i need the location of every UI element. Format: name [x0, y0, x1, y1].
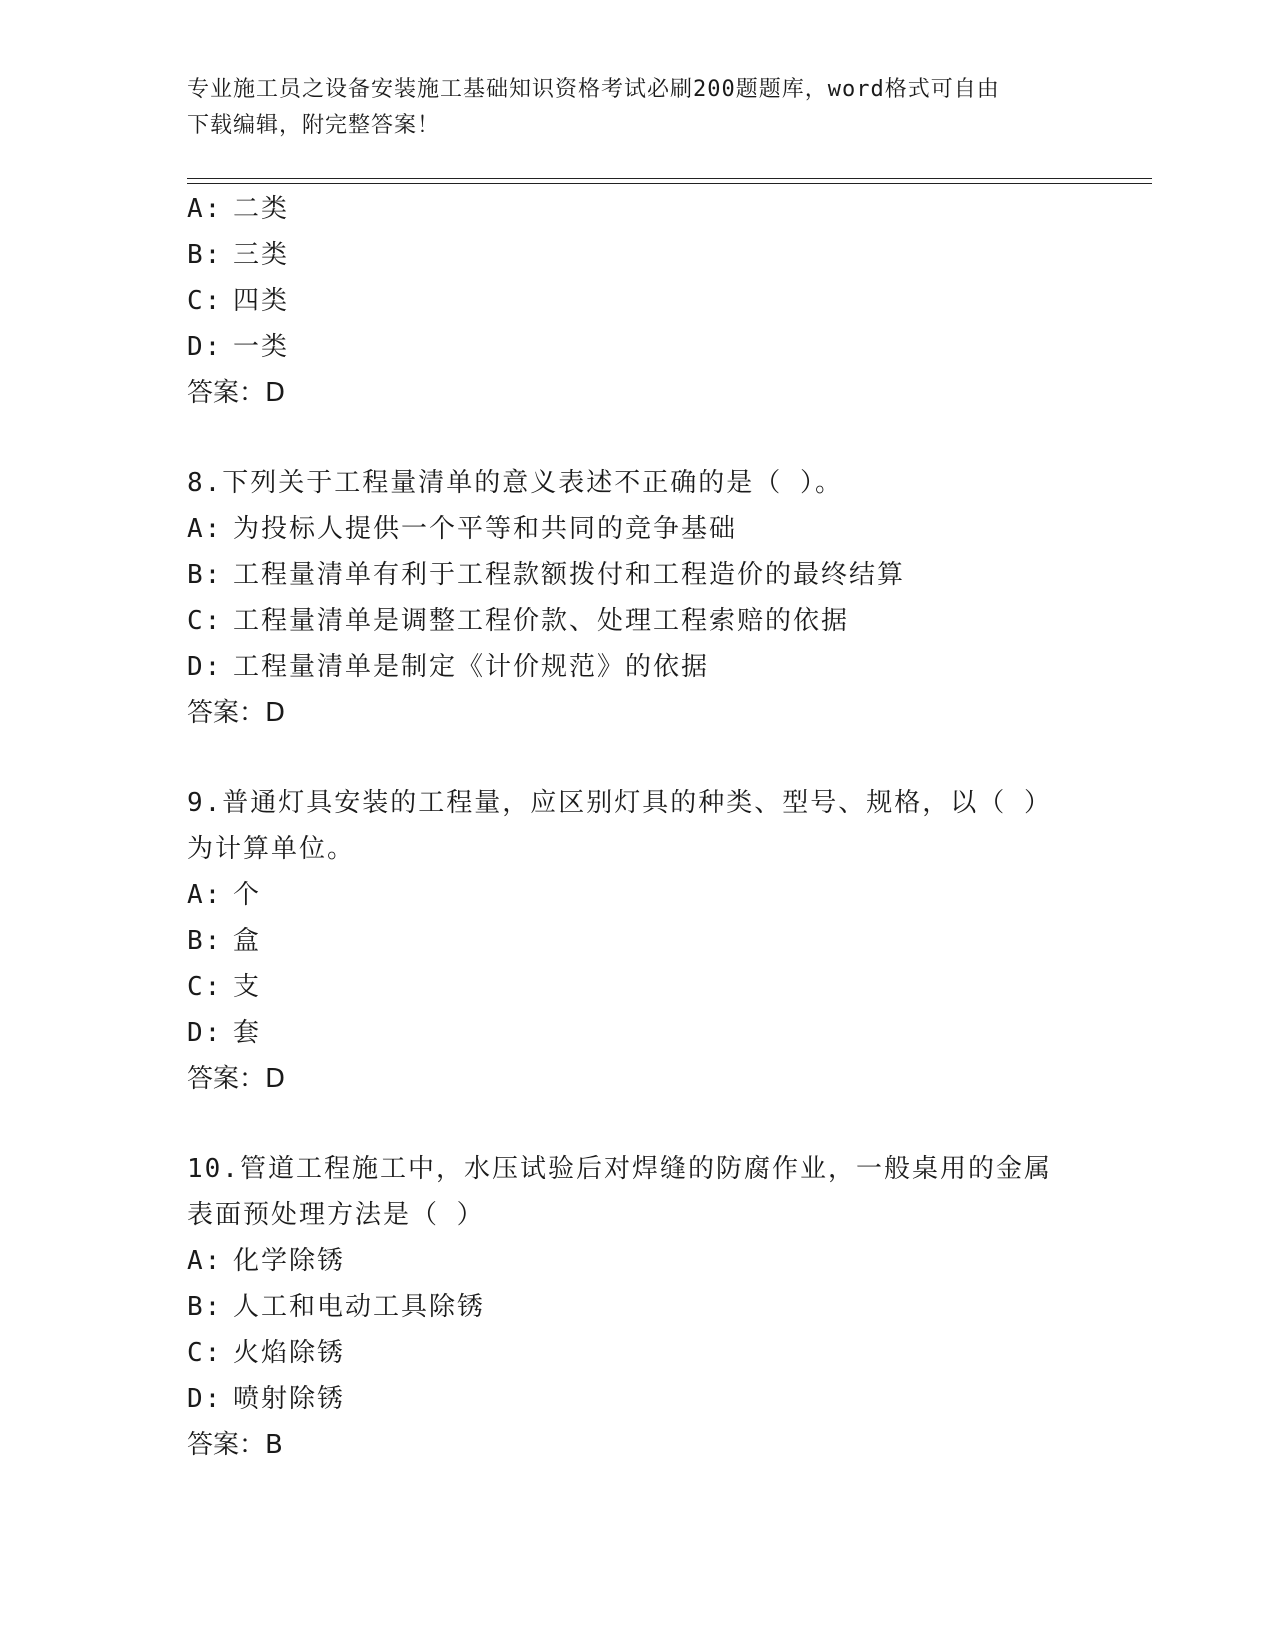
question-text: 8.下列关于工程量清单的意义表述不正确的是（ ）。 — [187, 468, 843, 498]
option-b: B: 三类 — [187, 240, 290, 270]
option-c: C: 工程量清单是调整工程价款、处理工程索赔的依据 — [187, 606, 850, 636]
question-8 — [187, 460, 1107, 736]
question-10 — [187, 1146, 1107, 1468]
question-list — [187, 186, 1107, 1468]
option-b: B: 人工和电动工具除锈 — [187, 1292, 486, 1322]
answer-line: 答案：D — [187, 378, 286, 408]
option-c: C: 支 — [187, 972, 262, 1002]
option-d: D: 工程量清单是制定《计价规范》的依据 — [187, 652, 710, 682]
answer-line: 答案：D — [187, 1064, 286, 1094]
option-a: A: 个 — [187, 880, 262, 910]
question-text-line-1: 10.管道工程施工中，水压试验后对焊缝的防腐作业，一般桌用的金属 — [187, 1154, 1052, 1184]
question-text-line-1: 9.普通灯具安装的工程量，应区别灯具的种类、型号、规格，以（ ） — [187, 788, 1052, 818]
option-b: B: 盒 — [187, 926, 262, 956]
question-9 — [187, 780, 1107, 1102]
header-divider-bottom — [187, 183, 1152, 184]
question-text-line-2: 为计算单位。 — [187, 834, 356, 864]
question-7 — [187, 186, 1107, 416]
option-d: D: 套 — [187, 1018, 262, 1048]
option-d: D: 一类 — [187, 332, 290, 362]
header-title-line-2: 下载编辑，附完整答案！ — [187, 113, 441, 138]
option-a: A: 为投标人提供一个平等和共同的竞争基础 — [187, 514, 738, 544]
option-a: A: 化学除锈 — [187, 1246, 346, 1276]
option-c: C: 四类 — [187, 286, 290, 316]
header-title-line-1: 专业施工员之设备安装施工基础知识资格考试必刷200题题库，word格式可自由 — [187, 77, 1000, 102]
document-header — [187, 72, 1067, 144]
option-d: D: 喷射除锈 — [187, 1384, 346, 1414]
option-a: A: 二类 — [187, 194, 290, 224]
question-text-line-2: 表面预处理方法是（ ） — [187, 1200, 485, 1230]
header-divider-top — [187, 178, 1152, 179]
option-c: C: 火焰除锈 — [187, 1338, 346, 1368]
option-b: B: 工程量清单有利于工程款额拨付和工程造价的最终结算 — [187, 560, 906, 590]
answer-line: 答案：D — [187, 698, 286, 728]
answer-line: 答案：B — [187, 1430, 283, 1460]
